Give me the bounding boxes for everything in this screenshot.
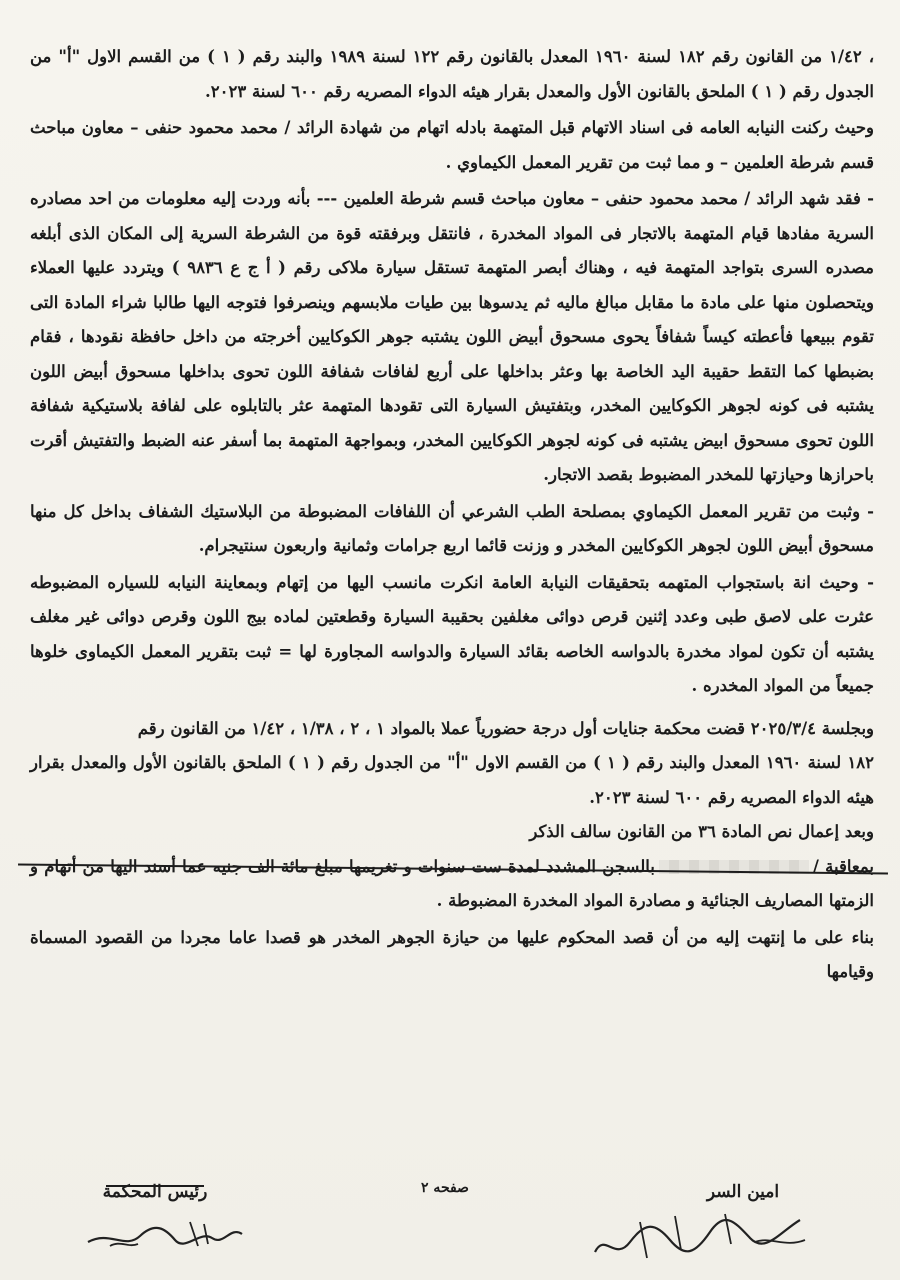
paragraph-struck-ruling: وبجلسة ٢٠٢٥/٣/٤ قضت محكمة جنايات أول درجة حضورياً عملا بالمواد ١ ، ٢ ، ١/٣٨ ، ١/٤٢ من القانون رقم: [137, 718, 874, 738]
paragraph-law-reference: ، ١/٤٢ من القانون رقم ١٨٢ لسنة ١٩٦٠ المعدل بالقانون رقم ١٢٢ لسنة ١٩٨٩ والبند رقم ( ١ ) من القسم الاول "أ" من الجدول رقم ( ١ ) الملحق بالقانون الأول والمعدل بقرار هيئه الدواء المصريه رقم ٦٠٠ لسنة ٢٠٢٣.: [30, 47, 875, 101]
paragraph-verdict-law: ١٨٢ لسنة ١٩٦٠ المعدل والبند رقم ( ١ ) من القسم الاول "أ" من الجدول رقم ( ١ ) الملحق بالقانون الأول والمعدل بقرار هيئه الدواء المصريه رقم ٦٠٠ لسنة ٢٠٢٣.: [30, 753, 874, 807]
sentence-prefix: بمعاقبة /: [812, 856, 874, 876]
paragraph-officer-testimony: - فقد شهد الرائد / محمد محمود حنفى – معاون مباحث قسم شرطة العلمين --- بأنه وردت إليه معلومات من احد مصادره السرية مفادها قيام المتهمة بالاتجار فى المواد المخدرة ، فانتقل وبرفقته قوة من الشرطة السرية إلى المكان الذى أبلغه مصدره السرى بتواجد المتهمة فيه ، وهناك أبصر المتهمة تستقل سيارة ملاكى رقم ( أ ج ع ٩٨٣٦ ) ويتردد عليها العملاء ويتحصلون منها على مادة ما مقابل مبالغ ماليه ثم يدسوها بين طيات ملابسهم وينصرفوا فتوجه اليها طالبا شراء المادة التى تقوم ببيعها فأعطته كيساً شفافاً يحوى مسحوق أبيض اللون يشتبه جوهر الكوكايين أخرجته من داخل حافظة نقودها ، فقام بضبطها كما التقط حقيبة اليد الخاصة بها وعثر بداخلها على أربع لفافات شفافة اللون تحوى بداخلها مسحوق أبيض اللون يشتبه فى كونه لجوهر الكوكايين المخدر، وبتفتيش السيارة التى تقودها المتهمة عثر بالتابلوه على لفافة بلاستيكية شفافة اللون تحوى مسحوق ابيض يشتبه فى كونه لجوهر الكوكايين المخدر، وبمواجهة المتهمة بما أسفر عنه الضبط والتفتيش أقرت باحرازها وحيازتها للمخدر المضبوط بقصد الاتجار.: [30, 189, 874, 484]
paragraph-verdict-article: وبعد إعمال نص المادة ٣٦ من القانون سالف الذكر: [529, 822, 874, 841]
president-signature: [80, 1200, 250, 1260]
court-president-label: رئيس المحكمة: [100, 1182, 210, 1204]
secretary-label: امين السر: [706, 1182, 780, 1202]
paragraph-interrogation: - وحيث انة باستجواب المتهمه بتحقيقات النيابة العامة انكرت مانسب اليها من إتهام وبمعاينة النيابه للسياره المضبوطه عثرت على لاصق طبى وعدد إثنين قرص دوائى مغلفين بحقيبة السيارة وقطعتين لماده بيج اللون وقرص دوائى غير مغلف يشتبه أن تكون لمواد مخدرة بالدواسه الخاصه بقائد السيارة والدواسه المجاورة لها = ثبت بتقرير المعمل الكيماوى خلوها جميعاً من المواد المخدره .: [30, 572, 874, 695]
secretary-signature: [585, 1192, 815, 1272]
paragraph-lab-report: - وثبت من تقرير المعمل الكيماوي بمصلحة الطب الشرعي أن اللفافات المضبوطة من البلاستيك الشفاف بداخل كل منها مسحوق أبيض اللون لجوهر الكوكايين المخدر و وزنت قائما اربع جرامات وثمانية واربعون سنتيجرام.: [30, 501, 874, 555]
sentence-text: بالسجن المشدد لمدة ست سنوات و تغريمها مبلغ مائة الف جنيه عما أسند اليها من أتهام و الزمتها المصاريف الجنائية و مصادرة المواد المخدرة المضبوطة .: [30, 856, 874, 910]
paragraph-prosecution-evidence: وحيث ركنت النيابه العامه فى اسناد الاتهام قبل المتهمة بادله اتهام من شهادة الرائد / محمد محمود حنفى – معاون مباحث قسم شرطة العلمين – و مما ثبت من تقرير المعمل الكيماوي .: [30, 118, 874, 172]
page-number: صفحه ٢: [421, 1180, 469, 1196]
document-body: [30, 40, 874, 990]
paragraph-closing: بناء على ما إنتهت إليه من أن قصد المحكوم عليها من حيازة الجوهر المخدر هو قصدا عاما مجردا من القصود المسماة وقيامها: [30, 927, 874, 981]
paragraph-sentence: [30, 850, 874, 919]
